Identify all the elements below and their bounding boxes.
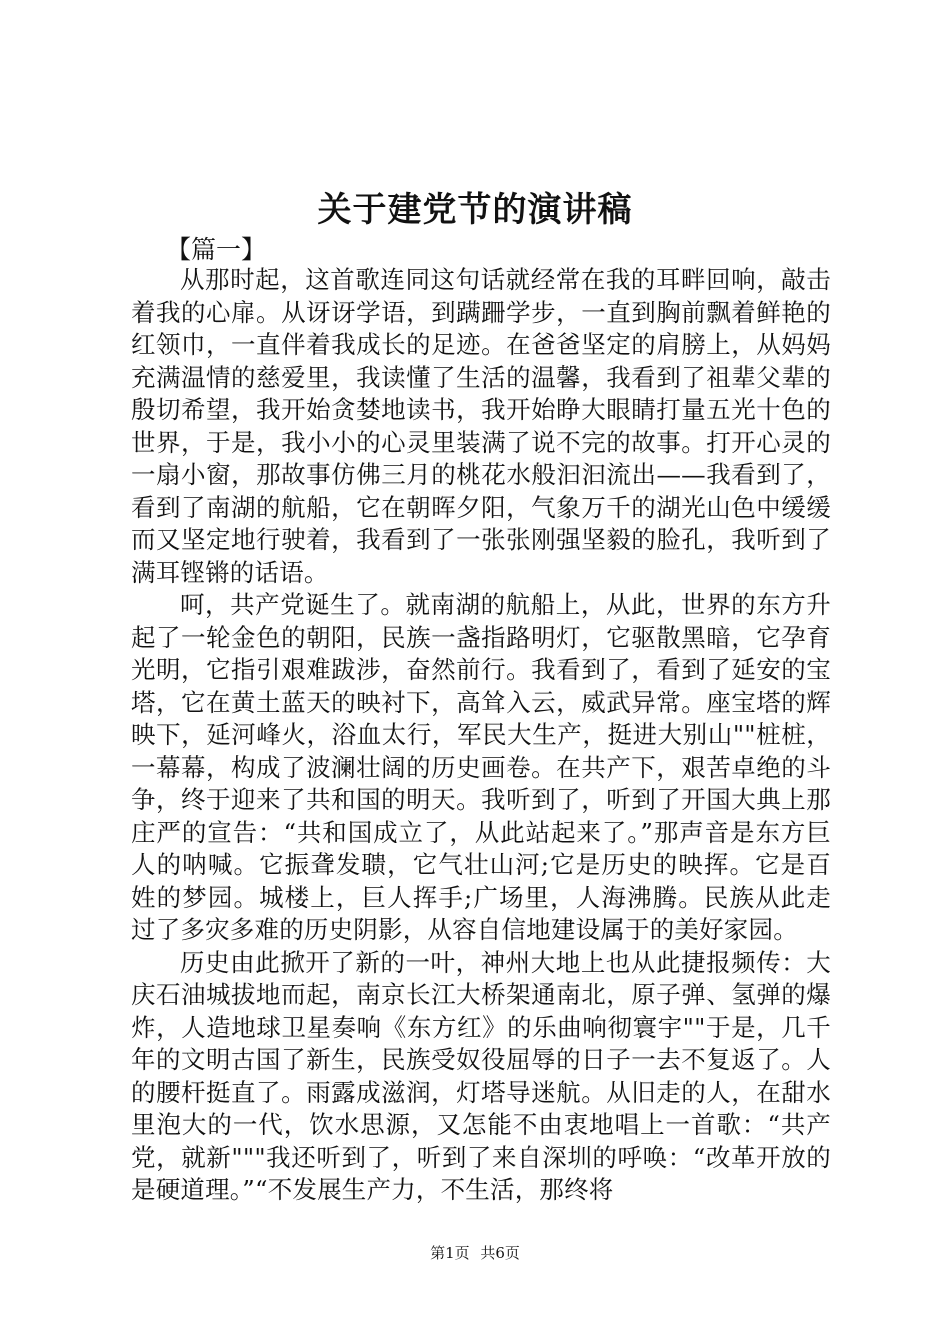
page-number-current: 第1页 bbox=[430, 1244, 470, 1262]
paragraph-2: 呵，共产党诞生了。就南湖的航船上，从此，世界的东方升起了一轮金色的朝阳，民族一盏指路明灯，它驱散黑暗，它孕育光明，它指引艰难跋涉，奋然前行。我看到了，看到了延安的宝塔，它在黄土蓝天的映衬下，高耸入云，威武异常。座宝塔的辉映下，延河峰火，浴血太行，军民大生产，挺进大别山""桩桩，一幕幕，构成了波澜壮阔的历史画卷。在共产下，艰苦卓绝的斗争，终于迎来了共和国的明天。我听到了，听到了开国大典上那庄严的宣告：“共和国成立了，从此站起来了。”那声音是东方巨人的呐喊。它振聋发聩，它气壮山河;它是历史的映挥。它是百姓的梦园。城楼上，巨人挥手;广场里，人海沸腾。民族从此走过了多灾多难的历史阴影，从容自信地建设属于的美好家园。 bbox=[131, 590, 831, 944]
paragraph-1: 从那时起，这首歌连同这句话就经常在我的耳畔回响，敲击着我的心扉。从讶讶学语，到蹒跚学步，一直到胸前飘着鲜艳的红领巾，一直伴着我成长的足迹。在爸爸坚定的肩膀上，从妈妈充满温情的慈爱里，我读懂了生活的温馨，我看到了祖辈父辈的殷切希望，我开始贪婪地读书，我开始睁大眼睛打量五光十色的世界，于是，我小小的心灵里装满了说不完的故事。打开心灵的一扇小窗，那故事仿佛三月的桃花水般汩汩流出——我看到了，看到了南湖的航船，它在朝晖夕阳，气象万千的湖光山色中缓缓而又坚定地行驶着，我看到了一张张刚强坚毅的脸孔，我听到了满耳铿锵的话语。 bbox=[131, 265, 831, 587]
paragraph-3: 历史由此掀开了新的一叶，神州大地上也从此捷报频传：大庆石油城拔地而起，南京长江大桥架通南北，原子弹、氢弹的爆炸，人造地球卫星奏响《东方红》的乐曲响彻寰宇""于是，几千年的文明古国了新生，民族受奴役屈辱的日子一去不复返了。人的腰杆挺直了。雨露成滋润，灯塔导迷航。从旧走的人，在甜水里泡大的一代，饮水思源，又怎能不由衷地唱上一首歌：“共产党，就新"""我还听到了，听到了来自深圳的呼唤：“改革开放的是硬道理。”“不发展生产力，不生活，那终将 bbox=[131, 947, 831, 1204]
section-label: 【篇一】 bbox=[166, 235, 267, 264]
document-body bbox=[131, 264, 831, 1207]
document-title: 关于建党节的演讲稿 bbox=[317, 190, 633, 230]
page-number-total: 共6页 bbox=[480, 1244, 520, 1262]
page-footer bbox=[0, 1243, 950, 1263]
